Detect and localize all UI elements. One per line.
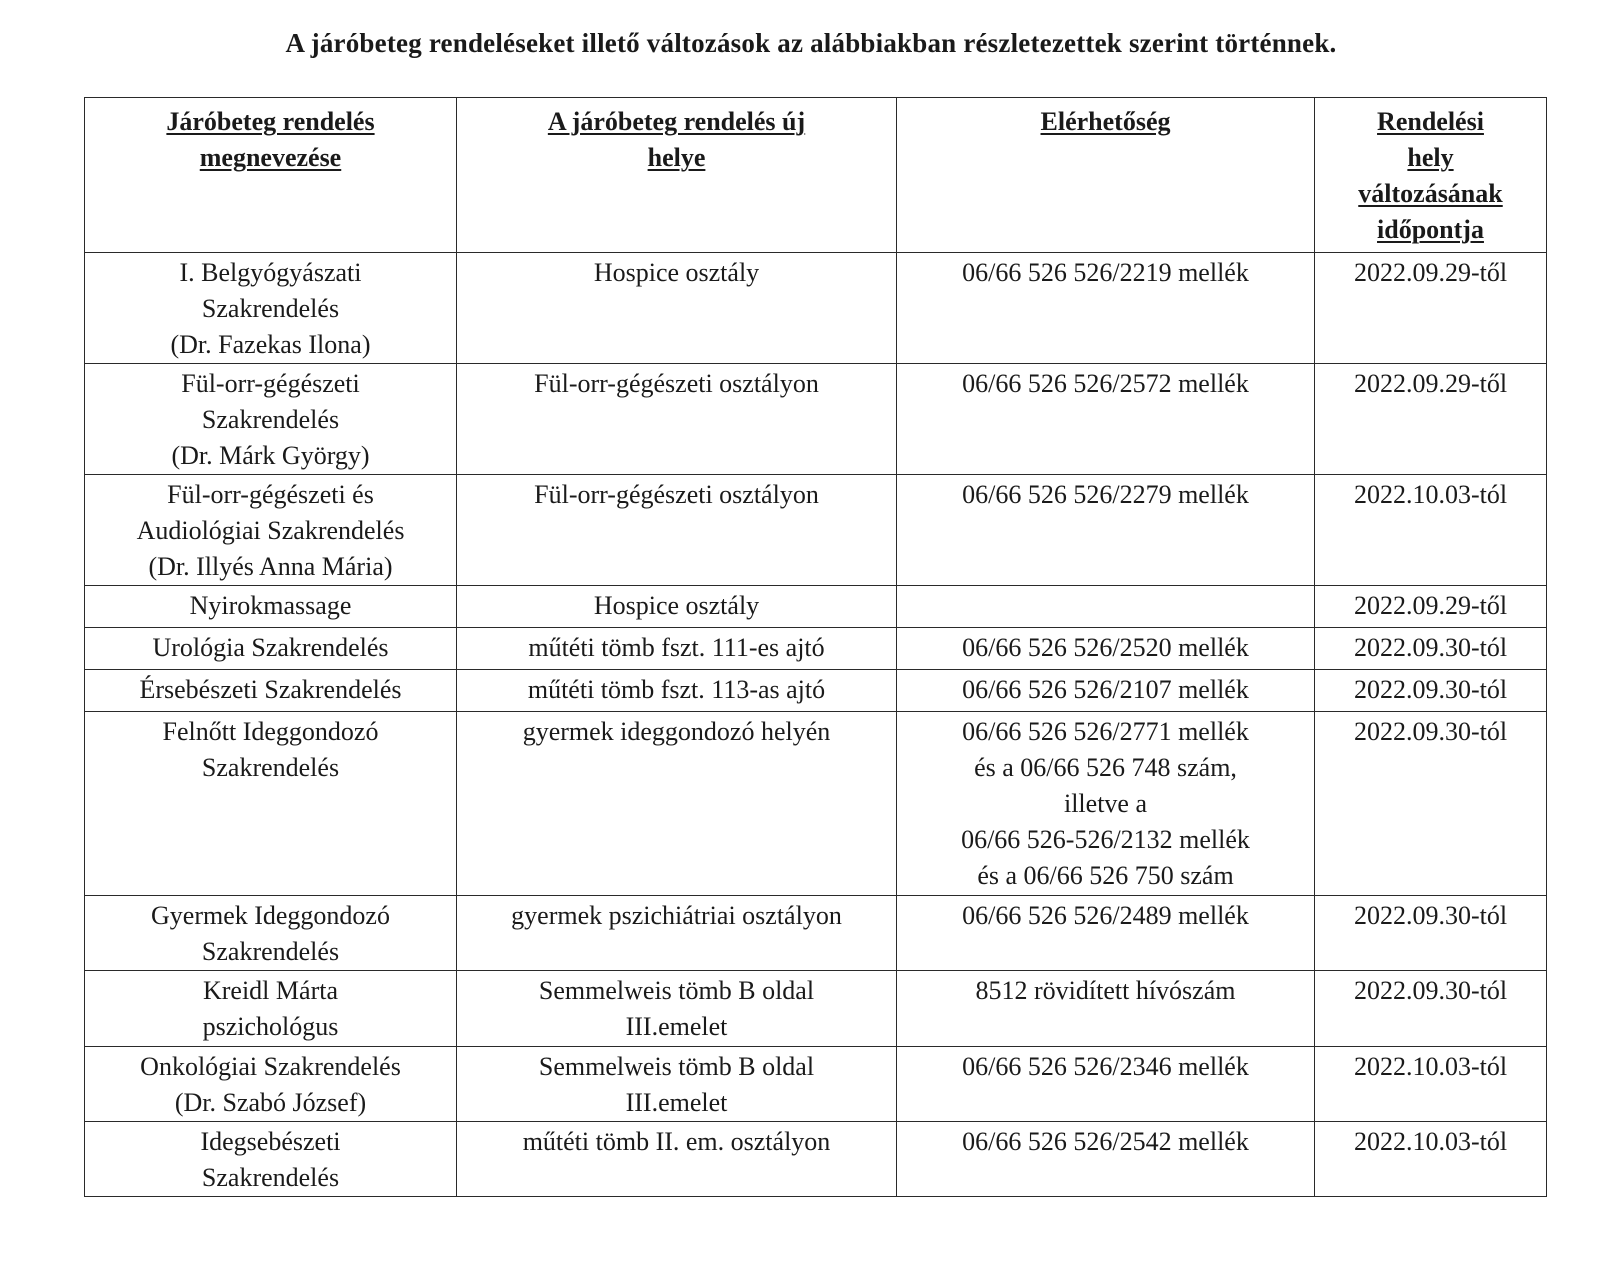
cell-name: Érsebészeti Szakrendelés: [85, 670, 457, 712]
cell-date: 2022.09.30-tól: [1315, 712, 1547, 896]
header-contact: Elérhetőség: [897, 98, 1315, 253]
table-row: [85, 670, 1547, 712]
cell-contact: 06/66 526 526/2520 mellék: [897, 628, 1315, 670]
cell-location: Fül-orr-gégészeti osztályon: [457, 475, 897, 586]
cell-name: Idegsebészeti Szakrendelés: [85, 1122, 457, 1197]
cell-name: Fül-orr-gégészeti Szakrendelés (Dr. Márk György): [85, 364, 457, 475]
cell-date: 2022.10.03-tól: [1315, 1122, 1547, 1197]
table-row: [85, 1047, 1547, 1122]
header-location: A járóbeteg rendelés új helye: [457, 98, 897, 253]
cell-location: Fül-orr-gégészeti osztályon: [457, 364, 897, 475]
table-row: [85, 364, 1547, 475]
schedule-table: [84, 97, 1547, 1197]
cell-date: 2022.09.29-től: [1315, 586, 1547, 628]
cell-date: 2022.09.30-tól: [1315, 971, 1547, 1047]
cell-contact: 06/66 526 526/2107 mellék: [897, 670, 1315, 712]
cell-location: Semmelweis tömb B oldal III.emelet: [457, 971, 897, 1047]
cell-location: műtéti tömb fszt. 113-as ajtó: [457, 670, 897, 712]
table-row: [85, 253, 1547, 364]
cell-name: Felnőtt Ideggondozó Szakrendelés: [85, 712, 457, 896]
table-header-row: [85, 98, 1547, 253]
cell-contact: 06/66 526 526/2771 mellék és a 06/66 526 748 szám, illetve a 06/66 526-526/2132 mellék és a 06/66 526 750 szám: [897, 712, 1315, 896]
cell-name: Fül-orr-gégészeti és Audiológiai Szakrendelés (Dr. Illyés Anna Mária): [85, 475, 457, 586]
cell-contact: [897, 586, 1315, 628]
cell-contact: 06/66 526 526/2572 mellék: [897, 364, 1315, 475]
cell-name: I. Belgyógyászati Szakrendelés (Dr. Fazekas Ilona): [85, 253, 457, 364]
cell-name: Onkológiai Szakrendelés (Dr. Szabó József): [85, 1047, 457, 1122]
page-title: A járóbeteg rendeléseket illető változások az alábbiakban részletezettek szerint történnek.: [285, 28, 1337, 58]
table-row: [85, 628, 1547, 670]
cell-name: Kreidl Márta pszichológus: [85, 971, 457, 1047]
cell-name: Gyermek Ideggondozó Szakrendelés: [85, 896, 457, 971]
cell-contact: 8512 rövidített hívószám: [897, 971, 1315, 1047]
cell-contact: 06/66 526 526/2489 mellék: [897, 896, 1315, 971]
cell-contact: 06/66 526 526/2279 mellék: [897, 475, 1315, 586]
cell-date: 2022.09.29-től: [1315, 364, 1547, 475]
cell-location: Semmelweis tömb B oldal III.emelet: [457, 1047, 897, 1122]
cell-name: Nyirokmassage: [85, 586, 457, 628]
table-row: [85, 586, 1547, 628]
table-row: [85, 475, 1547, 586]
cell-location: műtéti tömb fszt. 111-es ajtó: [457, 628, 897, 670]
table-row: [85, 971, 1547, 1047]
cell-date: 2022.09.30-tól: [1315, 670, 1547, 712]
cell-date: 2022.09.30-tól: [1315, 628, 1547, 670]
cell-contact: 06/66 526 526/2542 mellék: [897, 1122, 1315, 1197]
cell-date: 2022.10.03-tól: [1315, 475, 1547, 586]
cell-location: Hospice osztály: [457, 586, 897, 628]
cell-date: 2022.09.29-től: [1315, 253, 1547, 364]
cell-location: műtéti tömb II. em. osztályon: [457, 1122, 897, 1197]
cell-date: 2022.09.30-tól: [1315, 896, 1547, 971]
cell-location: Hospice osztály: [457, 253, 897, 364]
cell-location: gyermek ideggondozó helyén: [457, 712, 897, 896]
table-row: [85, 896, 1547, 971]
cell-contact: 06/66 526 526/2346 mellék: [897, 1047, 1315, 1122]
cell-date: 2022.10.03-tól: [1315, 1047, 1547, 1122]
table-row: [85, 712, 1547, 896]
table-row: [85, 1122, 1547, 1197]
header-date: Rendelési hely változásának időpontja: [1315, 98, 1547, 253]
cell-name: Urológia Szakrendelés: [85, 628, 457, 670]
cell-contact: 06/66 526 526/2219 mellék: [897, 253, 1315, 364]
cell-location: gyermek pszichiátriai osztályon: [457, 896, 897, 971]
header-name: Járóbeteg rendelés megnevezése: [85, 98, 457, 253]
